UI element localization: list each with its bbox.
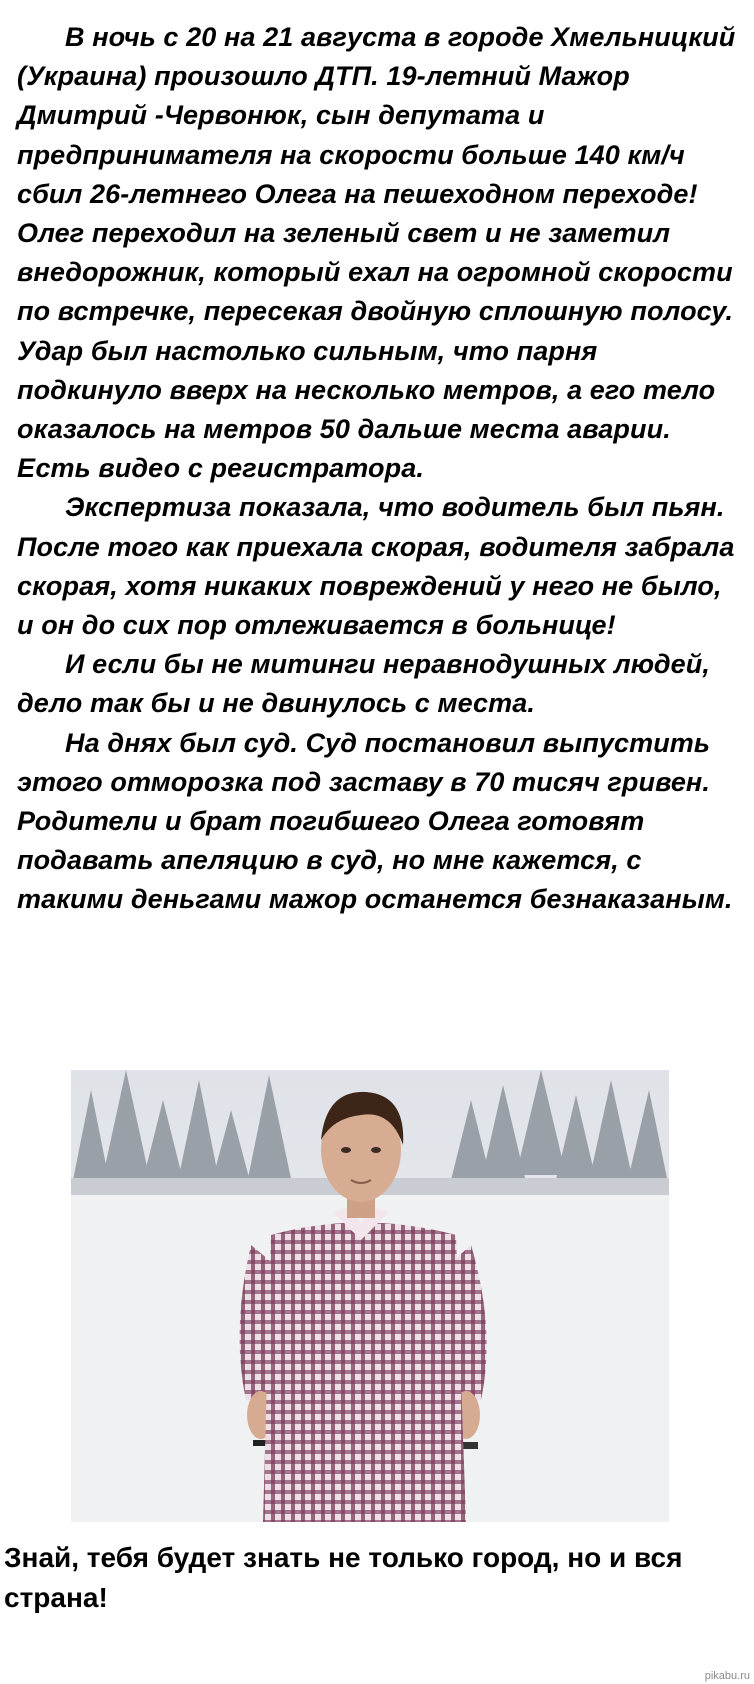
paragraph: В ночь с 20 на 21 августа в городе Хмельницкий (Украина) произошло ДТП. 19-летний Мажор Дмитрий -Червонюк, сын депутата и предпринимателя на скорости больше 140 км/ч сбил 26-летнего Олега на пешеходном переходе! Олег переходил на зеленый свет и не заметил внедорожник, который ехал на огромной скорости по встречке, пересекая двойную сплошную полосу. Удар был настолько сильным, что парня подкинуло вверх на несколько метров, а его тело оказалось на метров 50 дальше места аварии. Есть видео с регистратора. bbox=[17, 22, 736, 484]
watermark: pikabu.ru bbox=[704, 1670, 750, 1682]
caption: Знай, тебя будет знать не только город, но и вся страна! bbox=[4, 1542, 683, 1613]
paragraph: На днях был суд. Суд постановил выпустить этого отморозка под заставу в 70 тисяч гривен. Родители и брат погибшего Олега готовят подавать апеляцию в суд, но мне кажется, с такими деньгами мажор останется безнаказаным. bbox=[17, 727, 733, 915]
paragraph: Экспертиза показала, что водитель был пьян. После того как приехала скорая, водителя забрала скорая, хотя никаких повреждений у него не было, и он до сих пор отлеживается в больнице! bbox=[17, 492, 735, 641]
photo-young-man-in-snow bbox=[71, 1070, 669, 1522]
article-text bbox=[17, 18, 745, 920]
paragraph: И если бы не митинги неравнодушных людей, дело так бы и не двинулось с места. bbox=[17, 649, 710, 719]
